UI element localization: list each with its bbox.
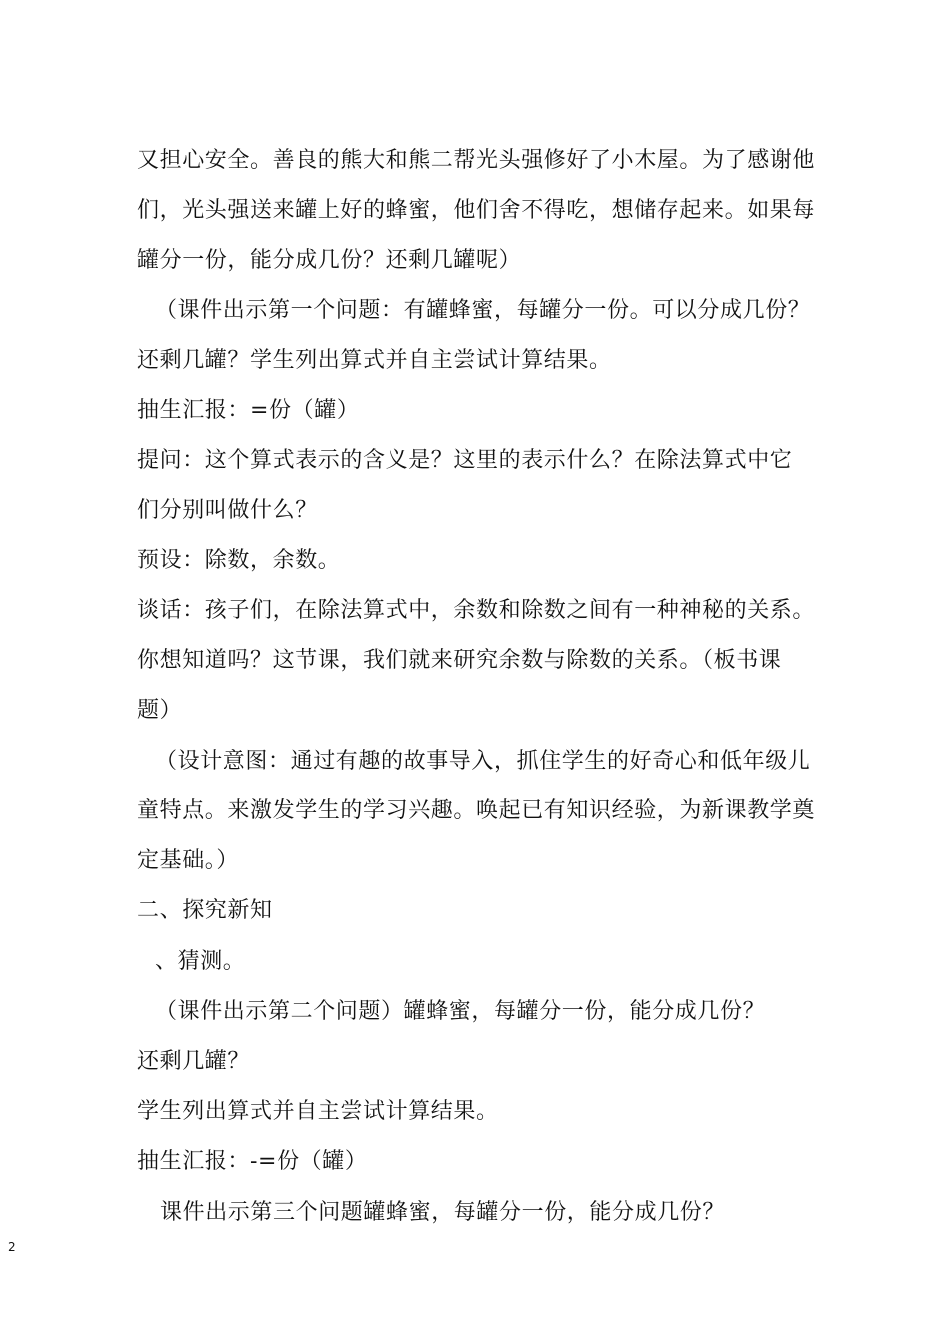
text-line-6: 抽生汇报：=份（罐） — [137, 398, 360, 423]
text-line-7: 提问：这个算式表示的含义是？这里的表示什么？在除法算式中它 — [137, 448, 793, 473]
text-line-12: 题） — [137, 698, 183, 723]
text-line-21: 抽生汇报：-=份（罐） — [137, 1149, 368, 1174]
text-line-17: 、猜测。 — [155, 949, 246, 974]
text-line-3: 罐分一份，能分成几份？还剩几罐呢） — [137, 248, 522, 273]
text-line-5: 还剩几罐？学生列出算式并自主尝试计算结果。 — [137, 348, 612, 373]
text-line-11: 你想知道吗？这节课，我们就来研究余数与除数的关系。（板书课 — [137, 648, 782, 673]
text-line-13: （设计意图：通过有趣的故事导入，抓住学生的好奇心和低年级儿 — [155, 749, 811, 774]
text-line-1: 又担心安全。善良的熊大和熊二帮光头强修好了小木屋。为了感谢他 — [137, 148, 816, 173]
text-line-20: 学生列出算式并自主尝试计算结果。 — [137, 1099, 499, 1124]
text-line-2: 们，光头强送来罐上好的蜂蜜，他们舍不得吃，想储存起来。如果每 — [137, 198, 816, 223]
text-line-19: 还剩几罐？ — [137, 1049, 251, 1074]
text-line-8: 们分别叫做什么？ — [137, 498, 318, 523]
page-number: 2 — [8, 1240, 16, 1254]
section-heading: 二、探究新知 — [137, 898, 273, 923]
text-line-15: 定基础。） — [137, 848, 240, 873]
text-line-18: （课件出示第二个问题）罐蜂蜜，每罐分一份，能分成几份？ — [155, 999, 766, 1024]
text-line-4: （课件出示第一个问题：有罐蜂蜜，每罐分一份。可以分成几份？ — [155, 298, 811, 323]
text-line-10: 谈话：孩子们，在除法算式中，余数和除数之间有一种神秘的关系。 — [137, 598, 816, 623]
text-line-14: 童特点。来激发学生的学习兴趣。唤起已有知识经验，为新课教学奠 — [137, 798, 816, 823]
text-line-9: 预设：除数，余数。 — [137, 548, 341, 573]
text-line-22: 课件出示第三个问题罐蜂蜜，每罐分一份，能分成几份？ — [160, 1200, 726, 1225]
